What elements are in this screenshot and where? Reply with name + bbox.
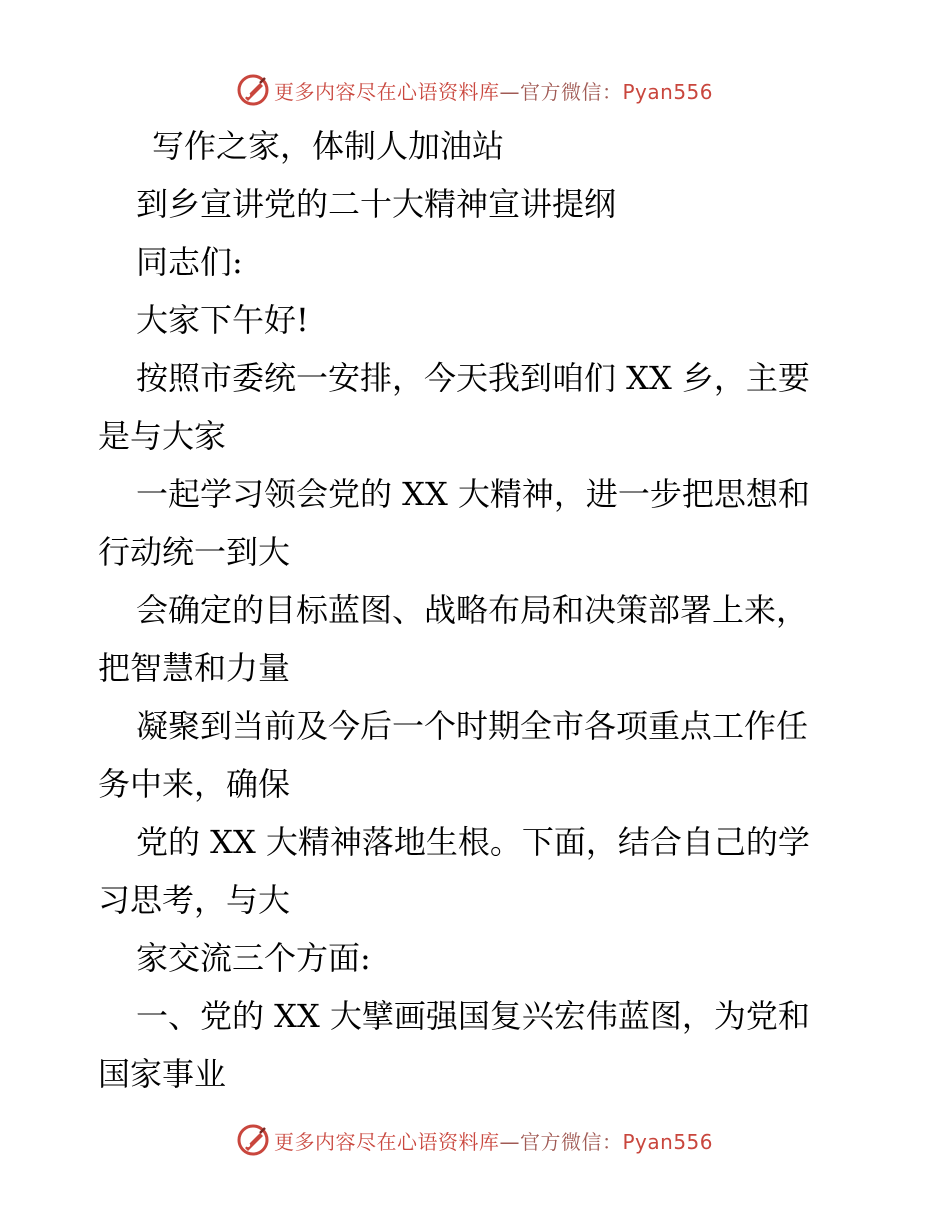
doc-line-8: 行动统一到大 bbox=[98, 533, 291, 571]
doc-line-9: 会确定的目标蓝图、战略布局和决策部署上来， bbox=[136, 591, 809, 629]
footer-brand: 更多内容尽在心语资料库 bbox=[274, 1129, 500, 1154]
doc-line-7: 一起学习领会党的 XX 大精神，进一步把思想和 bbox=[136, 475, 810, 513]
doc-line-3: 同志们: bbox=[136, 243, 243, 281]
doc-line-15: 家交流三个方面: bbox=[136, 939, 371, 977]
doc-line-13: 党的 XX 大精神落地生根。下面，结合自己的学 bbox=[136, 823, 810, 861]
doc-title: 到乡宣讲党的二十大精神宣讲提纲 bbox=[136, 185, 617, 223]
doc-line-14: 习思考，与大 bbox=[98, 881, 291, 919]
doc-line-1: 写作之家，体制人加油站 bbox=[152, 127, 505, 165]
footer-separator: — bbox=[499, 1129, 520, 1154]
doc-line-16: 一、党的 XX 大擘画强国复兴宏伟蓝图，为党和 bbox=[136, 997, 810, 1035]
footer-wechat-label: 官方微信： bbox=[520, 1129, 623, 1154]
doc-line-6: 是与大家 bbox=[98, 417, 227, 455]
header-wechat-id: Pyan556 bbox=[622, 79, 714, 104]
doc-line-10: 把智慧和力量 bbox=[98, 649, 291, 687]
footer-wechat-id: Pyan556 bbox=[622, 1129, 714, 1154]
doc-line-12: 务中来，确保 bbox=[98, 765, 291, 803]
doc-line-11: 凝聚到当前及今后一个时期全市各项重点工作任 bbox=[136, 707, 809, 745]
header-banner bbox=[236, 70, 756, 110]
doc-line-5: 按照市委统一安排，今天我到咱们 XX 乡，主要 bbox=[136, 359, 810, 397]
quill-logo-icon bbox=[236, 73, 270, 107]
doc-line-17: 国家事业 bbox=[98, 1055, 227, 1093]
header-brand: 更多内容尽在心语资料库 bbox=[274, 79, 500, 104]
doc-line-4: 大家下午好! bbox=[136, 301, 309, 339]
header-banner-text bbox=[274, 76, 713, 105]
footer-banner bbox=[236, 1120, 756, 1160]
quill-logo-icon bbox=[236, 1123, 270, 1157]
footer-banner-text bbox=[274, 1126, 713, 1155]
header-wechat-label: 官方微信： bbox=[520, 79, 623, 104]
header-separator: — bbox=[499, 79, 520, 104]
